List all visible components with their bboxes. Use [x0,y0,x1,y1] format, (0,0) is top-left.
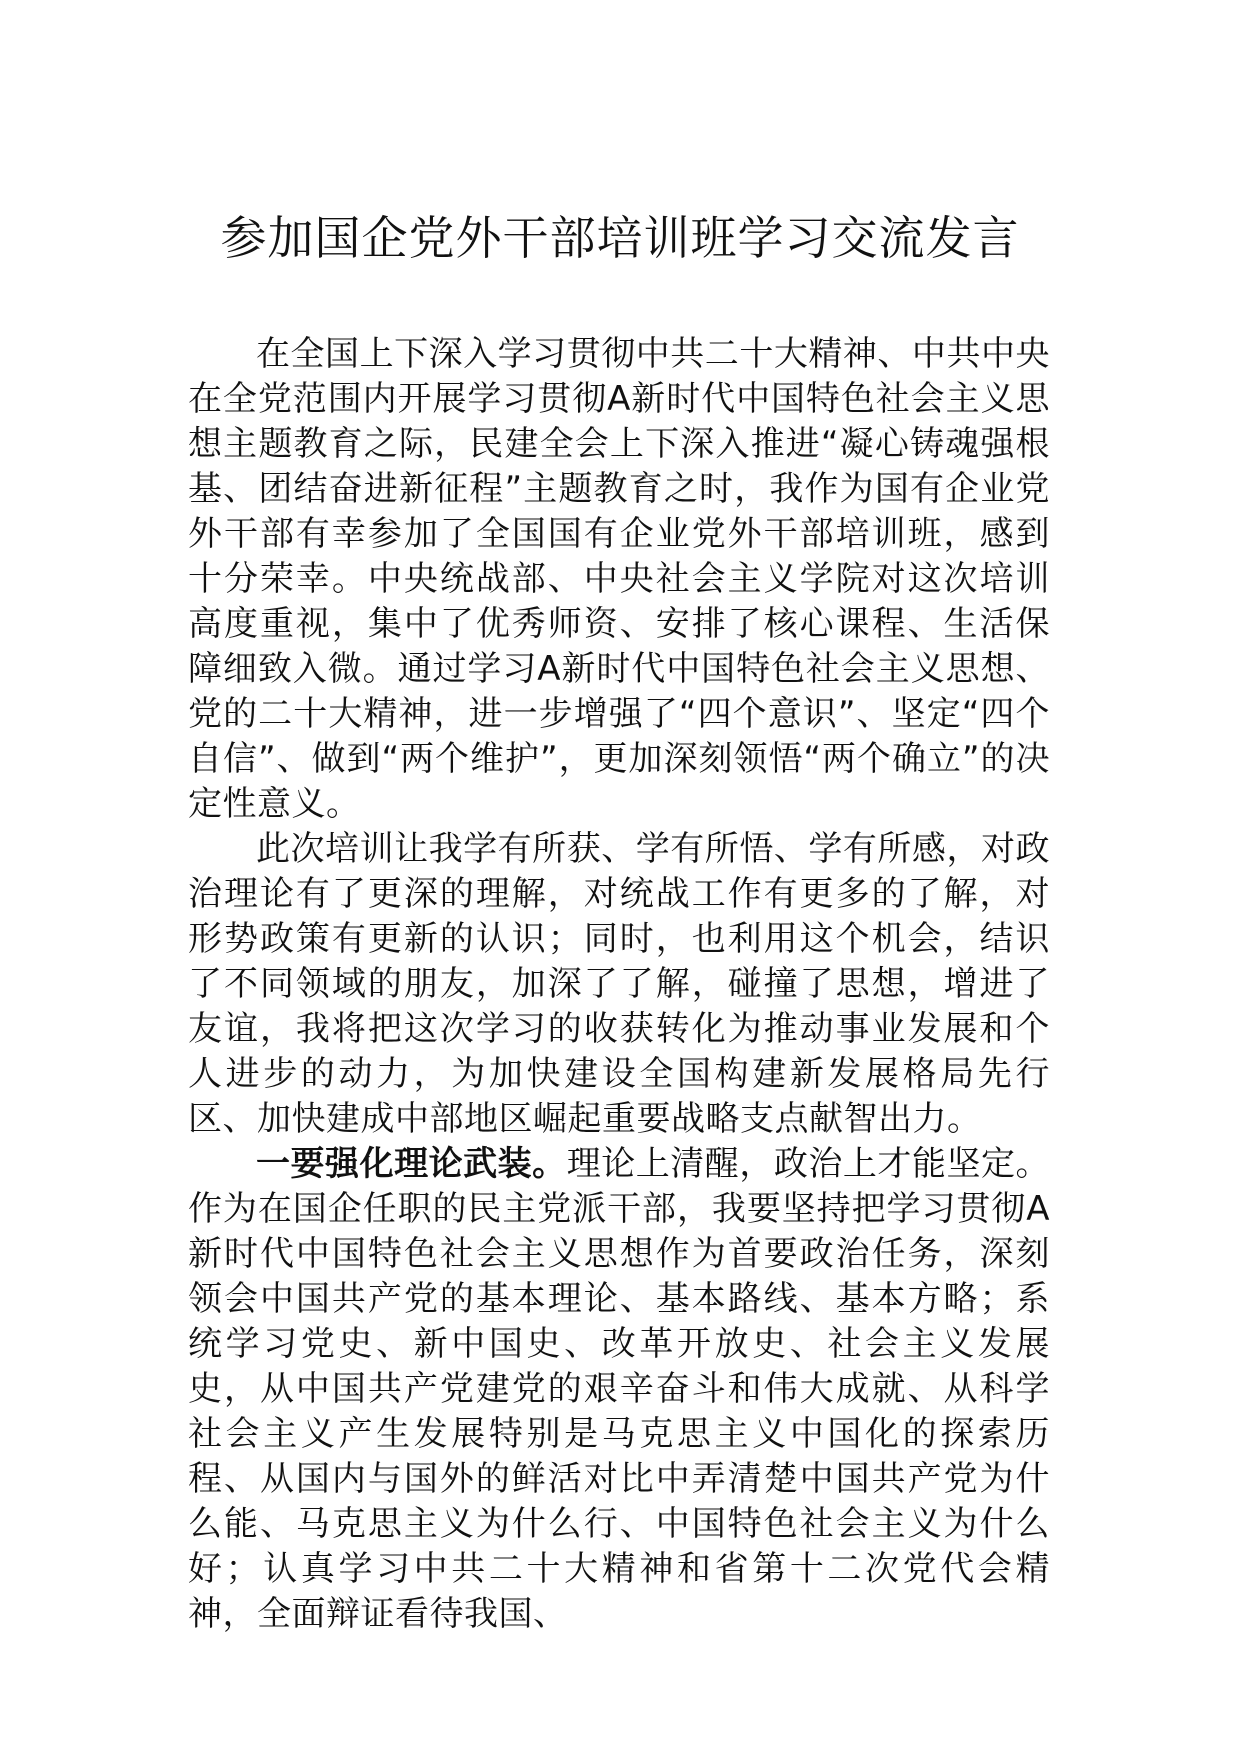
paragraph-3-text: 理论上清醒，政治上才能坚定。作为在国企任职的民主党派干部，我要坚持把学习贯彻A新时代中国特色社会主义思想作为首要政治任务，深刻领会中国共产党的基本理论、基本路线、基本方略；系统学习党史、新中国史、改革开放史、社会主义发展史，从中国共产党建党的艰辛奋斗和伟大成就、从科学社会主义产生发展特别是马克思主义中国化的探索历程、从国内与国外的鲜活对比中弄清楚中国共产党为什么能、马克思主义为什么行、中国特色社会主义为什么好；认真学习中共二十大精神和省第十二次党代会精神，全面辩证看待我国、 [188,1144,1051,1634]
paragraph-1 [188,332,1050,827]
document-body [188,332,1050,1637]
paragraph-2-text: 此次培训让我学有所获、学有所悟、学有所感，对政治理论有了更深的理解，对统战工作有更多的了解，对形势政策有更新的认识；同时，也利用这个机会，结识了不同领域的朋友，加深了了解，碰撞了思想，增进了友谊，我将把这次学习的收获转化为推动事业发展和个人进步的动力，为加快建设全国构建新发展格局先行区、加快建成中部地区崛起重要战略支点献智出力。 [188,829,1050,1139]
paragraph-1-text: 在全国上下深入学习贯彻中共二十大精神、中共中央在全党范围内开展学习贯彻A新时代中国特色社会主义思想主题教育之际，民建全会上下深入推进“凝心铸魂强根基、团结奋进新征程”主题教育之时，我作为国有企业党外干部有幸参加了全国国有企业党外干部培训班，感到十分荣幸。中央统战部、中央社会主义学院对这次培训高度重视，集中了优秀师资、安排了核心课程、生活保障细致入微。通过学习A新时代中国特色社会主义思想、党的二十大精神，进一步增强了“四个意识”、坚定“四个自信”、做到“两个维护”，更加深刻领悟“两个确立”的决定性意义。 [188,334,1050,824]
paragraph-2 [188,827,1050,1142]
paragraph-3 [188,1142,1050,1637]
document-title: 参加国企党外干部培训班学习交流发言 [220,211,1020,265]
paragraph-3-lead: 一要强化理论武装。 [256,1144,567,1184]
